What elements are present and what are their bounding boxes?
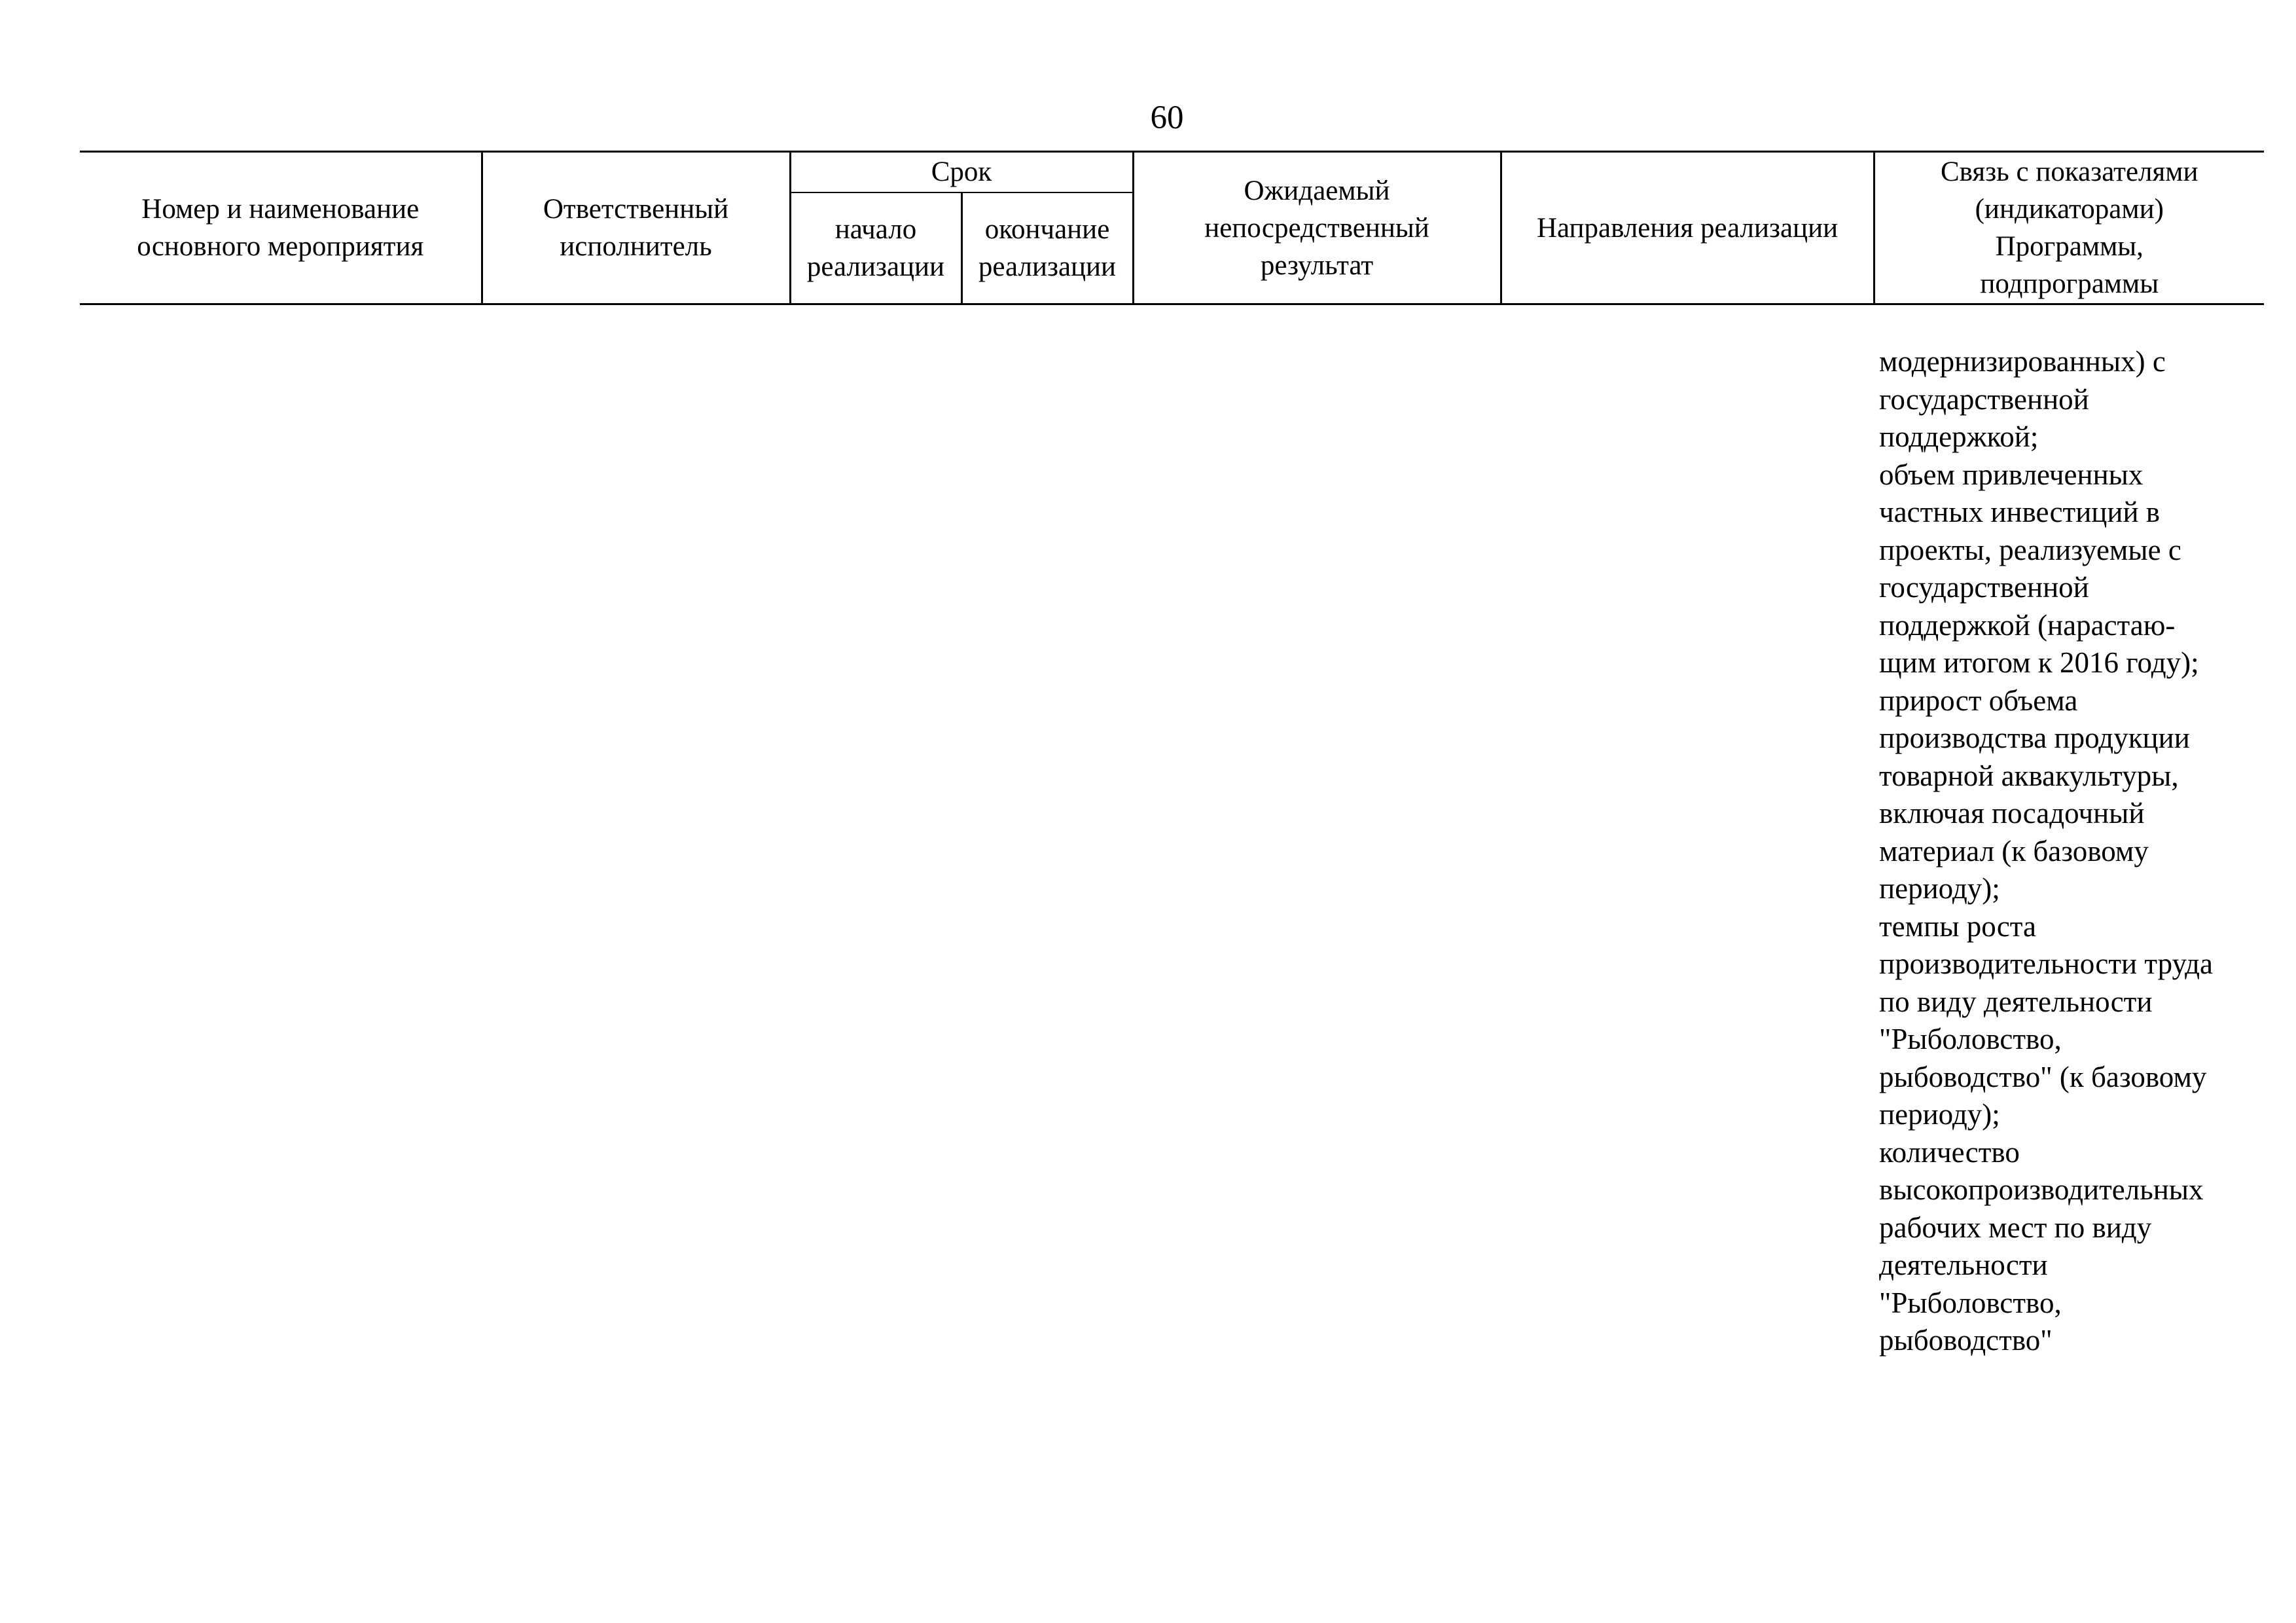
header-indicators [1874,152,2264,304]
indicator-line: прирост объема [1879,684,2078,717]
header-measure [80,152,482,304]
header-line: основного мероприятия [137,231,424,262]
header-line: окончание [984,214,1110,245]
indicator-line: рыбоводство" (к базовому [1879,1060,2207,1093]
header-line: начало [834,214,917,245]
indicator-line: деятельности [1879,1249,2048,1281]
header-line: Программы, [1995,231,2144,262]
indicator-line: государственной [1879,382,2089,416]
indicator-line: включая посадочный [1879,797,2145,830]
measures-table [80,151,2264,1360]
page-number: 60 [1150,100,1184,136]
header-executor [482,152,790,304]
table-header [80,152,2264,304]
indicator-line: проекты, реализуемые с [1879,533,2181,566]
indicator-line: "Рыболовство, [1879,1023,2062,1055]
cell-result [1133,304,1501,1360]
indicator-line: поддержкой; [1879,420,2039,453]
cell-indicators [1874,304,2264,1360]
indicator-line: высокопроизводительных [1879,1173,2204,1206]
indicator-line: государственной [1879,571,2089,604]
indicator-line: материал (к базовому [1879,834,2149,867]
indicator-line: периоду); [1879,1098,2000,1131]
cell-end [961,304,1133,1360]
indicator-line: "Рыболовство, [1879,1286,2062,1319]
header-directions: Направления реализации [1501,152,1874,304]
header-line: (индикаторами) [1975,194,2164,225]
table-body [80,304,2264,1360]
indicator-line: поддержкой (нарастаю- [1879,608,2176,642]
indicator-line: по виду деятельности [1879,985,2153,1018]
header-line: реализации [978,251,1117,282]
cell-measure [80,304,482,1360]
header-line: исполнитель [560,231,712,262]
header-start [790,192,961,304]
indicator-line: количество [1879,1135,2020,1169]
indicator-line: модернизированных) с [1879,345,2166,378]
indicator-line: щим итогом к 2016 году); [1879,646,2199,679]
cell-executor [482,304,790,1360]
header-line: подпрограммы [1980,268,2159,299]
indicator-line: производства продукции [1879,721,2190,754]
indicator-line: частных инвестиций в [1879,496,2161,528]
header-line: Связь с показателями [1941,156,2198,187]
indicator-line: периоду); [1879,872,2000,905]
indicator-line: темпы роста [1879,909,2036,943]
indicator-line: рабочих мест по виду [1879,1211,2152,1244]
header-end [961,192,1133,304]
indicator-line: объем привлеченных [1879,458,2144,491]
indicator-line: товарной аквакультуры, [1879,759,2179,792]
header-result [1133,152,1501,304]
header-line: Номер и наименование [141,194,420,225]
header-line: Ответственный [543,194,729,225]
table-row [80,304,2264,1360]
indicator-line: производительности труда [1879,947,2214,980]
cell-start [790,304,961,1360]
header-row-top [80,152,2264,193]
header-line: Ожидаемый [1244,175,1390,206]
header-line: реализации [806,251,945,282]
header-line: результат [1260,249,1374,281]
indicator-line: рыбоводство" [1879,1324,2053,1357]
header-line: непосредственный [1204,212,1429,244]
cell-directions [1501,304,1874,1360]
header-term: Срок [790,152,1133,193]
